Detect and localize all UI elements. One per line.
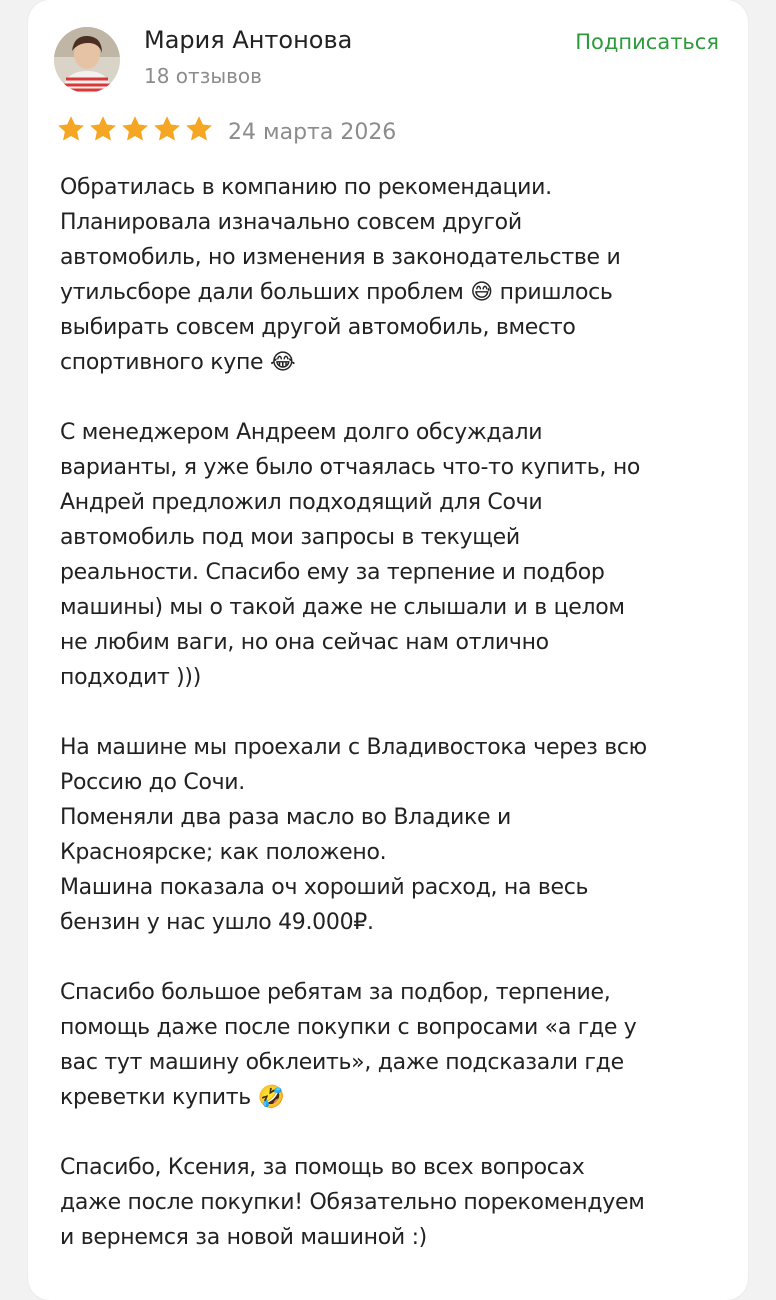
review-paragraph: Спасибо, Ксения, за помощь во всех вопросах даже после покупки! Обязательно порекомендуем и вернемся за новой машиной :)	[60, 1155, 645, 1250]
avatar-image	[54, 27, 120, 93]
subscribe-button[interactable]: Подписаться	[575, 30, 719, 54]
star-icon	[152, 114, 182, 144]
review-paragraph: Спасибо большое ребятам за подбор, терпение, помощь даже после покупки с вопросами «а где у вас тут машину обклеить», даже подсказали где креветки купить 🤣	[60, 980, 637, 1110]
star-icon	[184, 114, 214, 144]
star-icon	[120, 114, 150, 144]
review-paragraph: Обратилась в компанию по рекомендации. Планировала изначально совсем другой автомобиль, но изменения в законодательстве и утильсборе дали больших проблем 😅 пришлось выбирать совсем другой автомобиль, вместо спортивного купе 😂	[60, 175, 621, 375]
review-paragraph: На машине мы проехали с Владивостока через всю Россию до Сочи. Поменяли два раза масло во Владике и Красноярске; как положено. Машина показала оч хороший расход, на весь бензин у нас ушло 49.000₽.	[60, 735, 647, 935]
star-icon	[56, 114, 86, 144]
review-paragraph: С менеджером Андреем долго обсуждали варианты, я уже было отчаялась что-то купить, но Андрей предложил подходящий для Сочи автомобиль под мои запросы в текущей реальности. Спасибо ему за терпение и подбор машины) мы о такой даже не слышали и в целом не любим ваги, но она сейчас нам отлично подходит )))	[60, 420, 641, 690]
rating-stars	[56, 114, 214, 150]
review-date: 24 марта 2026	[228, 120, 397, 145]
review-text	[60, 170, 740, 1290]
star-icon	[88, 114, 118, 144]
author-name[interactable]: Мария Антонова	[144, 26, 353, 54]
avatar[interactable]	[54, 27, 120, 93]
author-reviews-count: 18 отзывов	[144, 64, 262, 88]
